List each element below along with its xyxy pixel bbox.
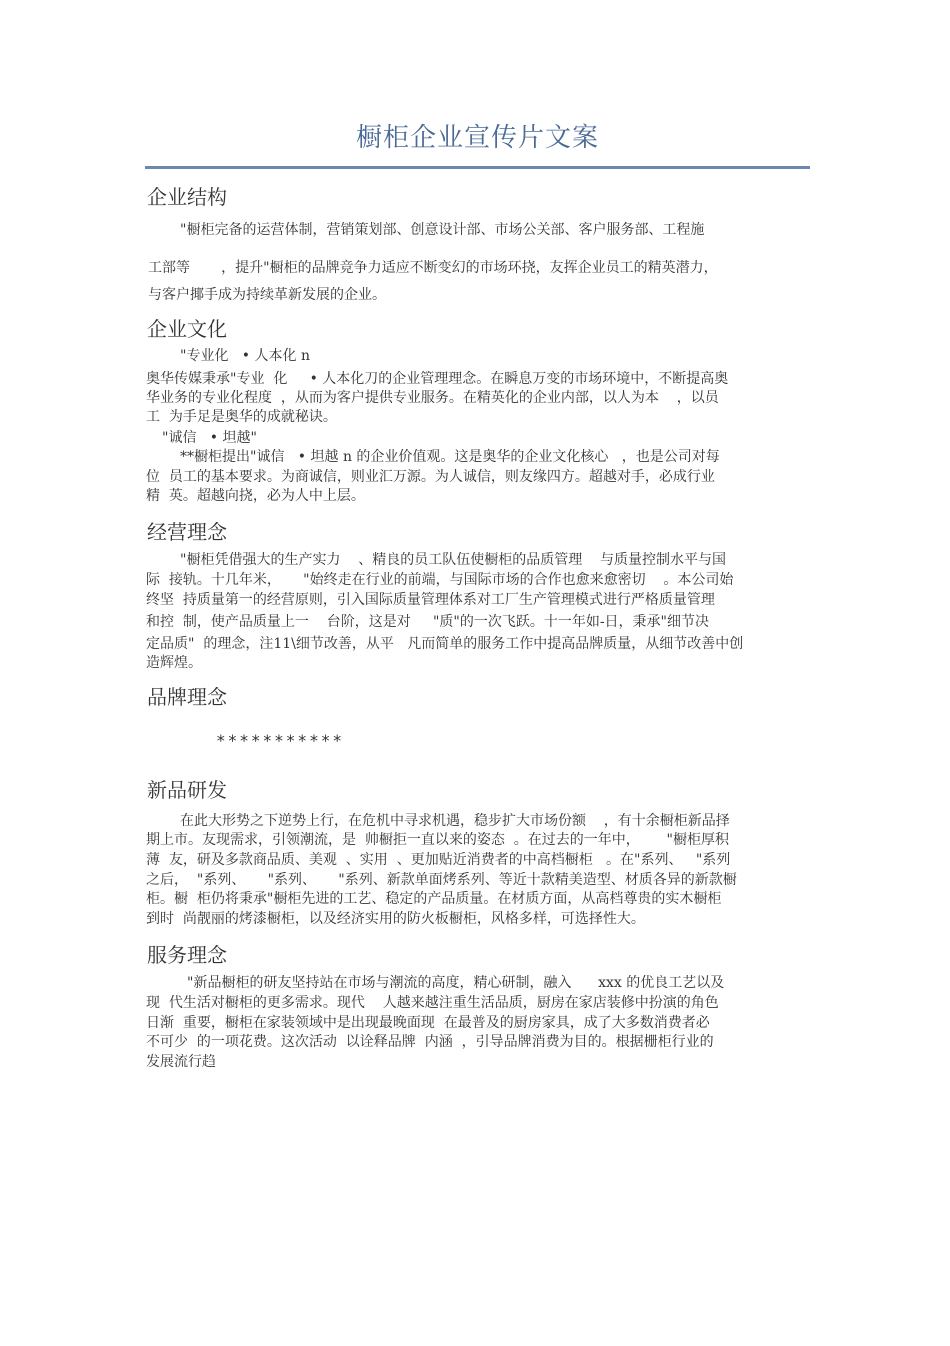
paragraph-line: 现 代生活对橱柜的更多需求。现代 人越来越注重生活品质，厨房在家店装修中扮演的角色: [146, 995, 719, 1011]
paragraph-line: 在此大形势之下逆势上行，在危机中寻求机遇，稳步扩大市场份额 ，有十余橱柜新品择: [180, 813, 730, 829]
brand-placeholder-stars: ***********: [216, 731, 344, 750]
paragraph-line: 薄 友，研及多款商品质、美观 、实用 、更加贴近消费者的中高档橱柜 。在"系列、 "系列: [146, 852, 731, 868]
paragraph-line: "橱柜凭借强大的生产实力 、精良的员工队伍使橱柜的品质管理 与质量控制水平与国: [180, 552, 727, 568]
section-heading-brand: 品牌理念: [147, 685, 227, 709]
paragraph-line: 与客户揶手成为持续革新发展的企业。: [148, 287, 386, 303]
paragraph-line: 际 接轨。十几年米， "始终走在行业的前端，与国际市场的合作也愈来愈密切 。本公司始: [146, 572, 734, 588]
paragraph-line: 华业务的专业化程度 ，从而为客户提供专业服务。在精英化的企业内部，以人为本 ，以员: [146, 390, 719, 406]
section-heading-culture: 企业文化: [147, 317, 227, 341]
section-heading-structure: 企业结构: [147, 185, 227, 209]
paragraph-line: 到时 尚靓丽的烤漆橱柜，以及经济实用的防火板橱柜，风格多样，可选择性大。: [146, 911, 645, 927]
paragraph-line: "诚信 • 坦越": [162, 430, 257, 446]
paragraph-line: 之后， "系列、 "系列、 "系列、新款单面烤系列、等近十款精美造型、材质各异的新款橱: [146, 872, 737, 888]
paragraph-line: 工 为手足是奥华的成就秘诀。: [146, 409, 337, 425]
paragraph-line: 奥华传媒秉承"专业 化 • 人本化刀的企业管理理念。在瞬息万变的市场环境中，不断提高奥: [146, 371, 729, 387]
paragraph-line: 期上市。友现需求，引领潮流，是 帅橱拒一直以来的姿态 。在过去的一年中， "橱柜厚积: [146, 832, 729, 848]
paragraph-line: 发展流行趋: [146, 1054, 216, 1070]
document-title: 橱柜企业宣传片文案: [355, 123, 599, 153]
paragraph-line: 造辉煌。: [146, 655, 202, 671]
paragraph-line: 定品质" 的理念，注11\细节改善，从平 凡而简单的服务工作中提高品牌质量，从细节改善中创: [146, 636, 744, 652]
paragraph-line: 不可少 的一项花费。这次活动 以诠释品牌 内涵 ，引导品牌消费为目的。根据栅柜行业的: [146, 1034, 714, 1050]
paragraph-line: 柜。橱 柜仍将秉承"橱柜先进的工艺、稳定的产品质量。在材质方面，从高档尊贵的实木橱柜: [146, 891, 722, 907]
paragraph-line: 和控 制，使产品质量上一 台阶，这是对 "质"的一次飞跃。十一年如-日，秉承"细节决: [146, 614, 709, 630]
paragraph-line: "橱柜完备的运营体制，营销策划部、创意设计部、市场公关部、客户服务部、工程施: [180, 222, 705, 238]
paragraph-line: "专业化 • 人本化 n: [180, 348, 310, 364]
paragraph-line: "新品橱柜的研友坚持站在市场与潮流的高度，精心研制，融入 xxx 的优良工艺以及: [187, 975, 725, 991]
section-heading-rnd: 新品研发: [147, 778, 227, 802]
paragraph-line: 精 英。超越向挠，必为人中上层。: [146, 488, 365, 504]
paragraph-line: **橱柜提出"诚信 • 坦越 n 的企业价值观。这是奥华的企业文化核心 ，也是公司对每: [180, 449, 720, 465]
section-heading-service: 服务理念: [147, 943, 227, 967]
paragraph-line: 位 员工的基本要求。为商诚信，则业汇万源。为人诚信，则友缘四方。超越对手，必成行业: [146, 469, 715, 485]
paragraph-line: 工部等 ，提升"橱柜的品牌竞争力适应不断变幻的市场环挠，友挥企业员工的精英潜力，: [148, 260, 718, 276]
section-heading-operation: 经营理念: [147, 520, 227, 544]
title-divider: [145, 166, 810, 169]
paragraph-line: 日渐 重要，橱柜在家装领域中是出现最晚面现 在最普及的厨房家具，成了大多数消费者必: [146, 1015, 710, 1031]
paragraph-line: 终坚 持质量第一的经营原则，引入国际质量管理体系对工厂生产管理模式进行严格质量管理: [146, 592, 715, 608]
